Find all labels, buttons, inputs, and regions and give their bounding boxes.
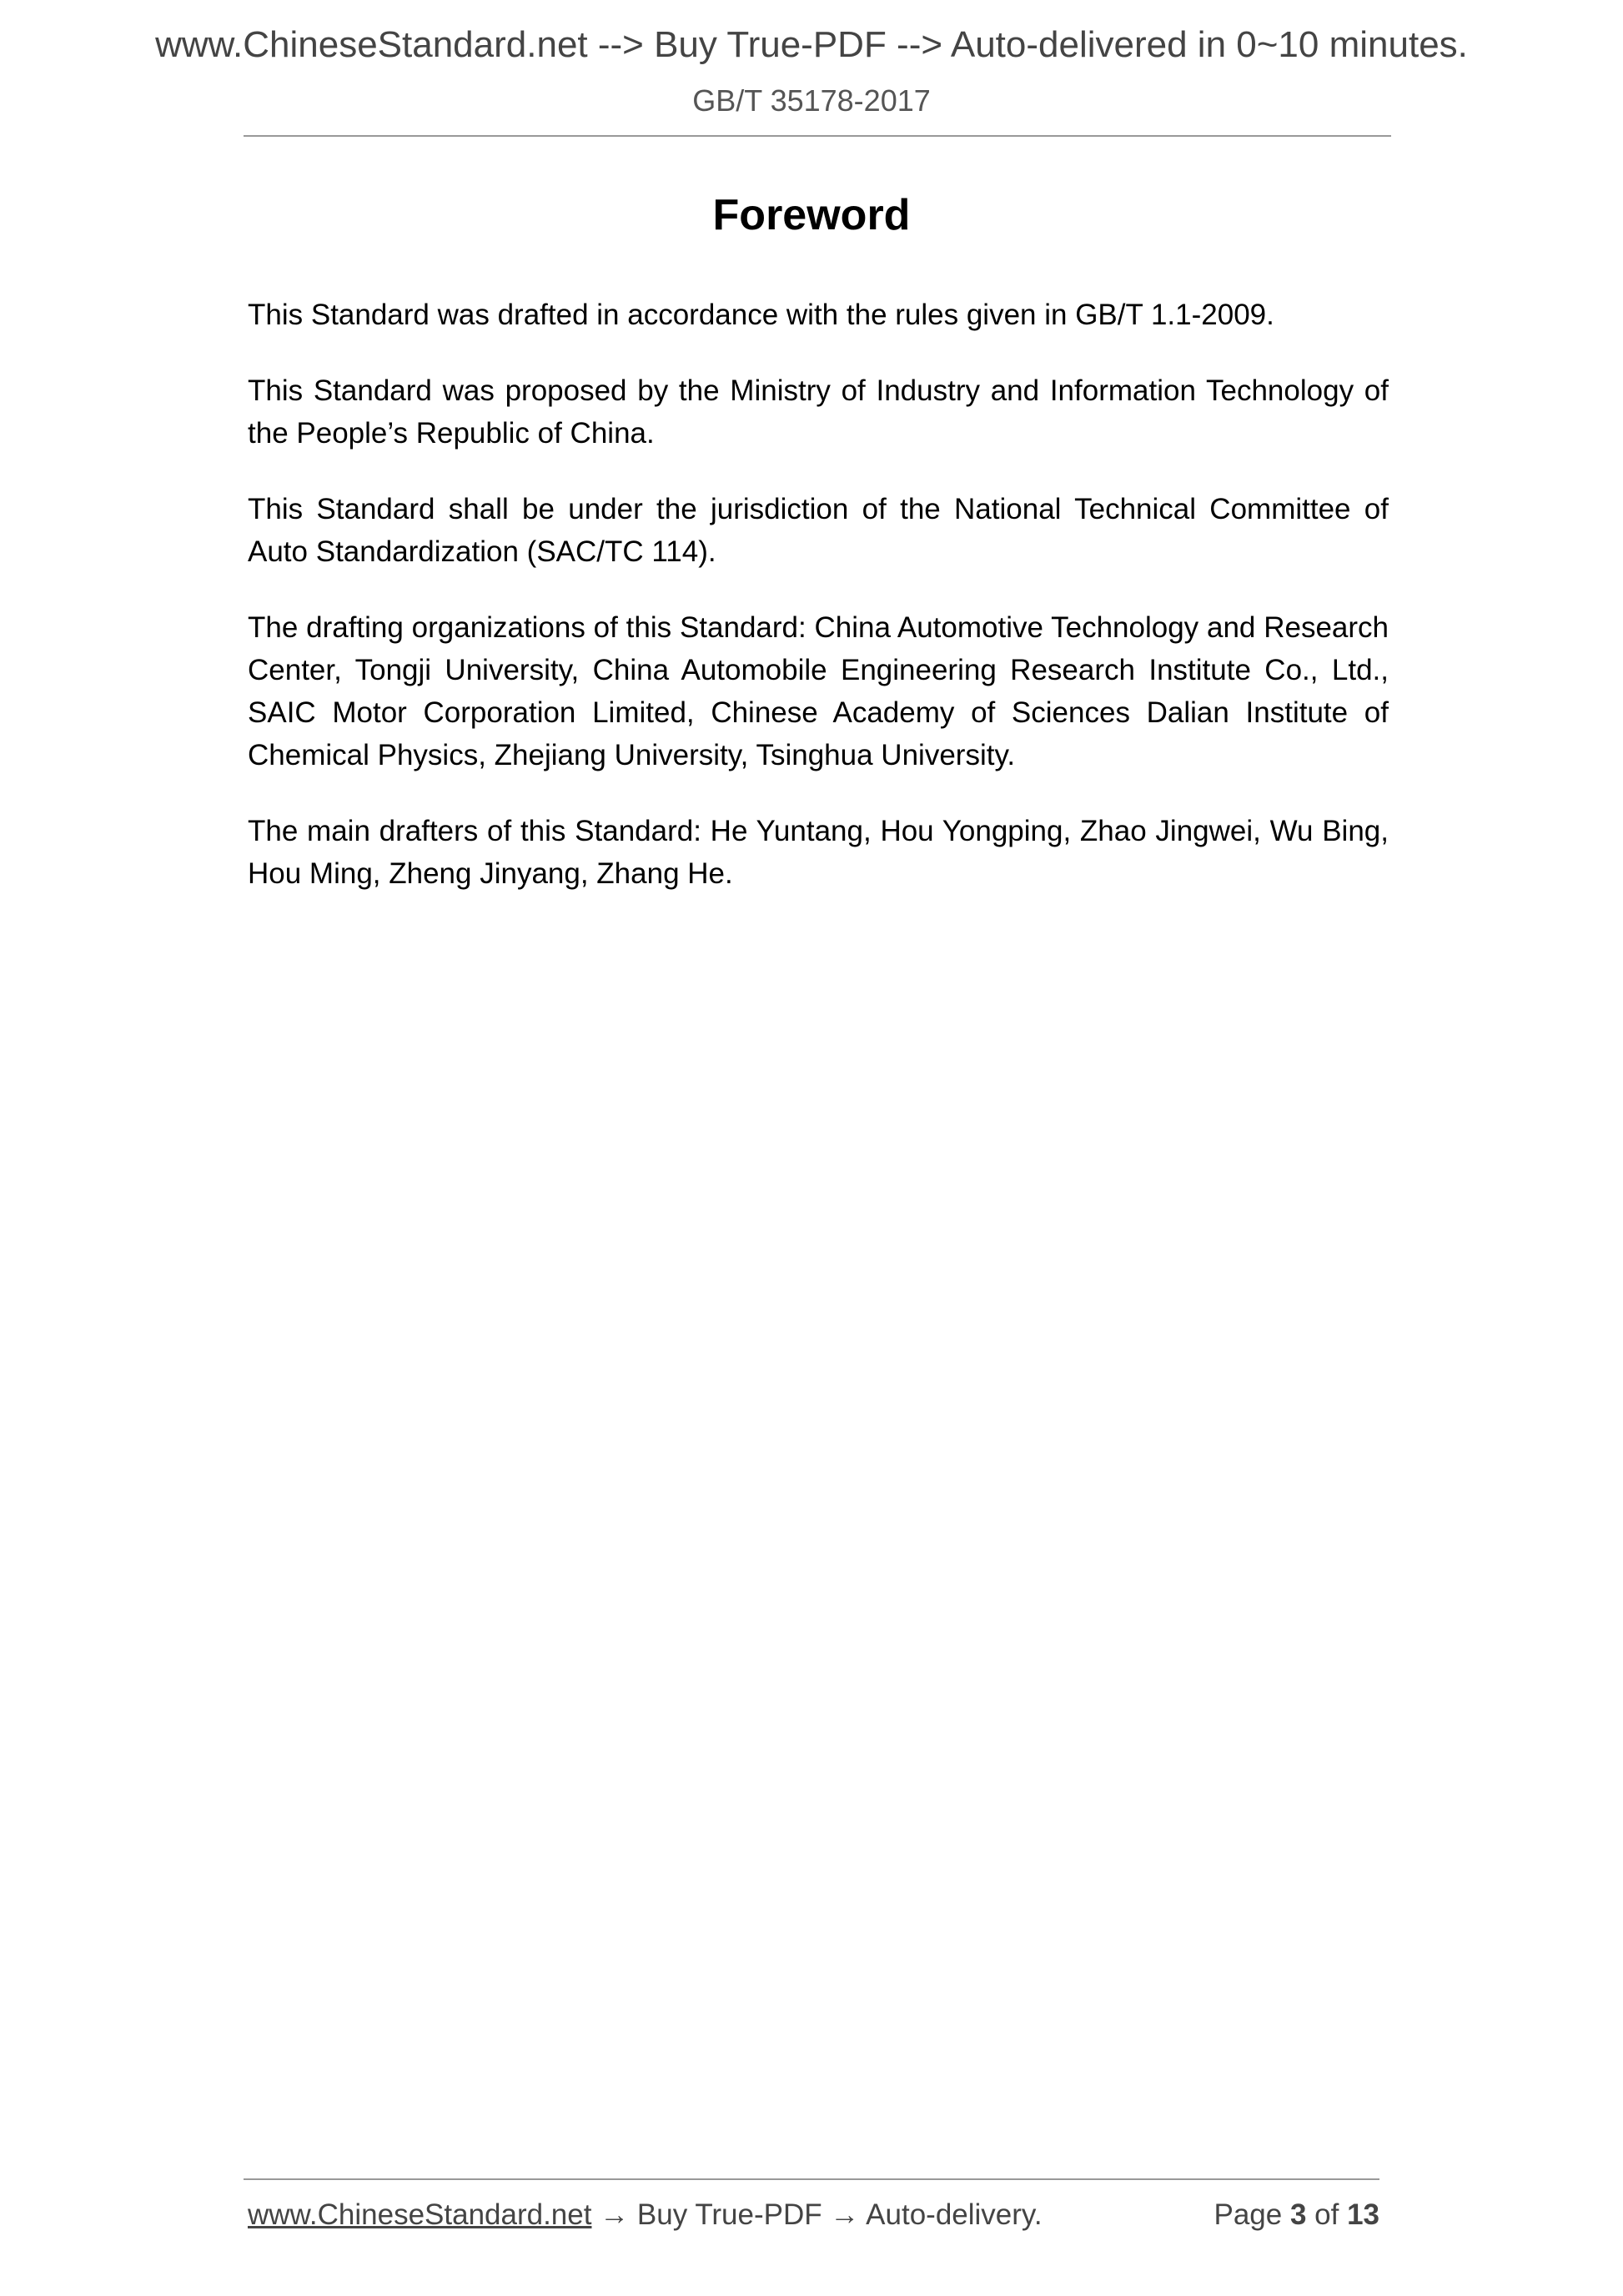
footer-tagline: → Buy True-PDF → Auto-delivery.	[591, 2198, 1043, 2231]
footer-left	[248, 2198, 1043, 2232]
page-of: of	[1306, 2198, 1348, 2231]
current-page: 3	[1289, 2198, 1307, 2231]
header-divider	[244, 135, 1391, 137]
total-pages: 13	[1347, 2198, 1379, 2231]
paragraph: This Standard was proposed by the Ministry of Industry and Information Technology of the People’s Republic of China.	[248, 374, 1389, 450]
site-link[interactable]: www.ChineseStandard.net	[248, 2198, 592, 2231]
paragraph: The drafting organizations of this Standard: China Automotive Technology and Research Center, Tongji University, China Automobile Engineering Research Institute Co., Ltd., SAIC Motor Corporation Limited, Chinese Academy of Sciences Dalian Institute of Chemical Physics, Zhejiang University, Tsinghua University.	[248, 611, 1389, 771]
foreword-body	[248, 294, 1389, 928]
standard-number: GB/T 35178-2017	[692, 83, 931, 118]
page-title: Foreword	[712, 191, 911, 239]
paragraph: The main drafters of this Standard: He Yuntang, Hou Yongping, Zhao Jingwei, Wu Bing, Hou Ming, Zheng Jinyang, Zhang He.	[248, 815, 1389, 890]
footer	[248, 2198, 1379, 2232]
header-banner: www.ChineseStandard.net --> Buy True-PDF --> Auto-delivered in 0~10 minutes.	[155, 24, 1468, 65]
paragraph: This Standard shall be under the jurisdiction of the National Technical Committee of Auto Standardization (SAC/TC 114).	[248, 493, 1389, 568]
page-prefix: Page	[1213, 2198, 1290, 2231]
footer-divider	[244, 2178, 1379, 2180]
paragraph: This Standard was drafted in accordance with the rules given in GB/T 1.1-2009.	[248, 299, 1274, 331]
page-indicator	[1213, 2198, 1379, 2232]
